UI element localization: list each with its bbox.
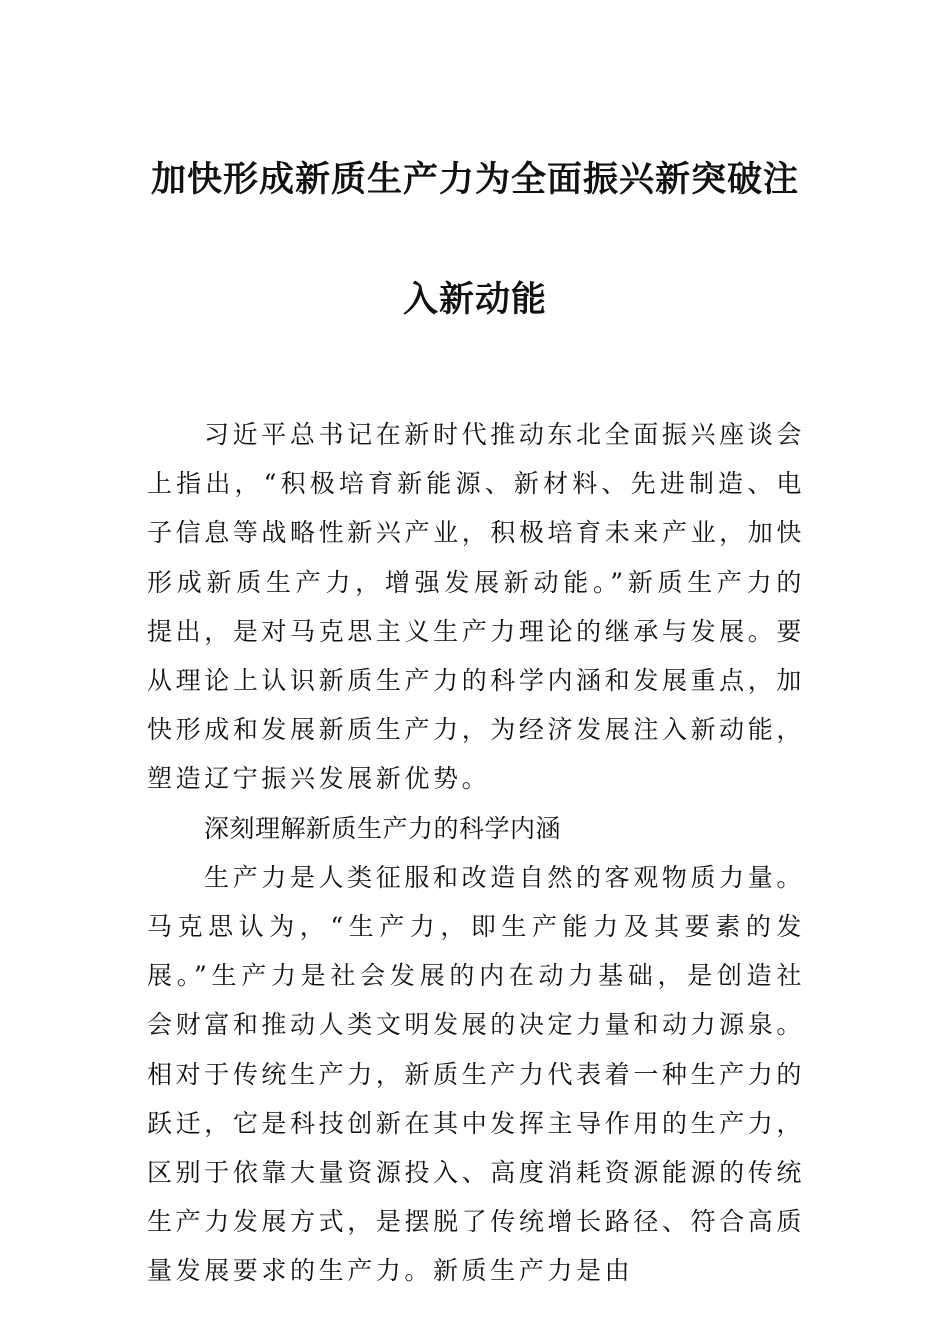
document-title-line-1: 加快形成新质生产力为全面振兴新突破注	[150, 160, 799, 200]
section-heading: 深刻理解新质生产力的科学内涵	[204, 813, 562, 843]
document-body	[147, 410, 805, 1296]
document-title-line-2: 入新动能	[402, 280, 547, 320]
paragraph-productivity: 生产力是人类征服和改造自然的客观物质力量。马克思认为，“生产力，即生产能力及其要素的发展。”生产力是社会发展的内在动力基础，是创造社会财富和推动人类文明发展的决定力量和动力源泉。相对于传统生产力，新质生产力代表着一种生产力的跃迁，它是科技创新在其中发挥主导作用的生产力，区别于依靠大量资源投入、高度消耗资源能源的传统生产力发展方式，是摆脱了传统增长路径、符合高质量发展要求的生产力。新质生产力是由	[147, 862, 805, 1286]
paragraph-intro: 习近平总书记在新时代推动东北全面振兴座谈会上指出，“积极培育新能源、新材料、先进制造、电子信息等战略性新兴产业，积极培育未来产业，加快形成新质生产力，增强发展新动能。”新质生产力的提出，是对马克思主义生产力理论的继承与发展。要从理论上认识新质生产力的科学内涵和发展重点，加快形成和发展新质生产力，为经济发展注入新动能，塑造辽宁振兴发展新优势。	[147, 420, 805, 794]
